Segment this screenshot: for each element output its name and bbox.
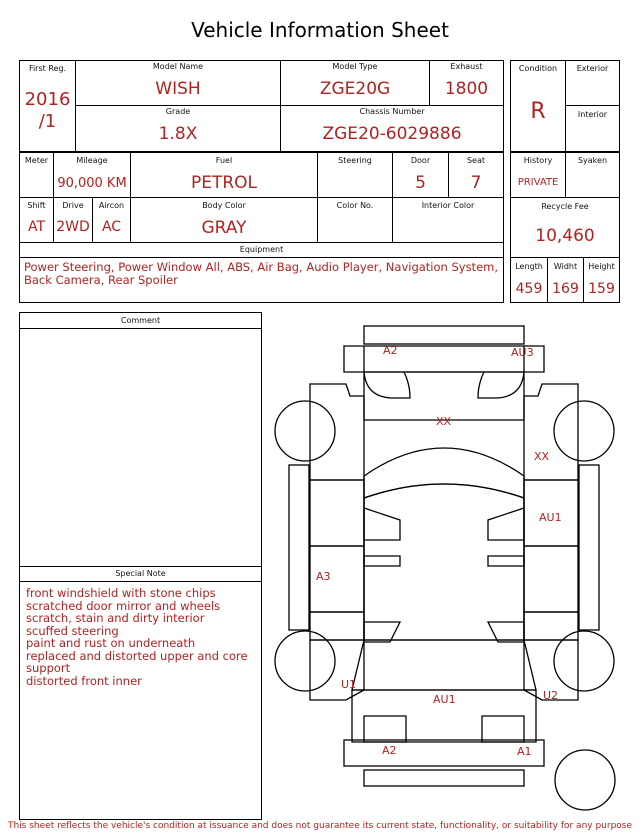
condition-label: Condition — [518, 64, 558, 73]
equipment-header-cell — [19, 242, 504, 258]
rear-bumper-lower — [364, 770, 524, 786]
comment-header — [20, 313, 261, 329]
condition-value: R — [530, 99, 546, 124]
seat-value: 7 — [470, 173, 482, 193]
special-note-line: front windshield with stone chips — [26, 586, 216, 600]
left-front-door — [310, 480, 364, 546]
grade-label: Grade — [165, 107, 191, 116]
exhaust-cell — [429, 60, 504, 106]
door-cell — [392, 152, 449, 198]
car-diagram — [268, 318, 620, 818]
right-side-skirt — [579, 465, 599, 630]
model-type-value: ZGE20G — [319, 79, 391, 99]
front-bumper — [364, 326, 524, 344]
mileage-value: 90,000 KM — [57, 176, 127, 191]
body-color-label: Body Color — [202, 201, 246, 210]
color-no-cell — [317, 197, 393, 243]
meter-cell — [19, 152, 54, 198]
fuel-value: PETROL — [190, 173, 258, 193]
syaken-cell — [565, 152, 620, 198]
shift-value: AT — [27, 219, 46, 235]
height-label: Height — [588, 262, 615, 271]
special-note-line: distorted front inner — [26, 673, 142, 688]
mark-top-right: AU3 — [511, 346, 534, 359]
mark-right-door: AU1 — [539, 511, 562, 524]
mark-bottom-left: A2 — [382, 744, 397, 757]
comment-box — [19, 312, 262, 820]
fuel-label: Fuel — [215, 156, 233, 165]
comment-label: Comment — [120, 316, 161, 325]
model-type-cell — [280, 60, 430, 106]
special-note-line: support — [26, 661, 71, 675]
model-type-label: Model Type — [332, 62, 378, 71]
interior-cell — [565, 105, 620, 152]
grade-cell — [75, 105, 281, 152]
right-front-window — [488, 508, 524, 540]
shift-cell — [19, 197, 54, 243]
mileage-label: Mileage — [76, 156, 108, 165]
chassis-label: Chassis Number — [359, 107, 425, 116]
first-reg-cell — [19, 60, 76, 152]
length-label: Length — [515, 262, 543, 271]
model-name-value: WISH — [155, 79, 201, 99]
first-reg-month: /1 — [38, 111, 57, 132]
equipment-label: Equipment — [239, 245, 284, 254]
sheet-title: Vehicle Information Sheet — [191, 18, 449, 42]
history-cell — [510, 152, 566, 198]
front-left-wheel — [275, 401, 335, 461]
steering-cell — [317, 152, 393, 198]
body-color-cell — [130, 197, 318, 243]
chassis-cell — [280, 105, 504, 152]
recycle-label: Recycle Fee — [541, 202, 589, 211]
mark-left-rear: U1 — [341, 678, 357, 691]
recycle-cell — [510, 197, 620, 258]
history-block — [510, 152, 620, 303]
right-rear-door — [524, 546, 578, 612]
shift-label: Shift — [27, 201, 46, 210]
left-quarter — [310, 612, 364, 640]
mark-left-door: A3 — [316, 570, 331, 583]
mark-right-front: XX — [534, 450, 550, 463]
seat-cell — [448, 152, 504, 198]
first-reg-year: 2016 — [24, 89, 71, 110]
condition-cell — [510, 60, 566, 152]
meter-label: Meter — [24, 156, 49, 165]
width-label: Widht — [553, 262, 578, 271]
mark-right-rear: U2 — [543, 689, 559, 702]
special-note-line: replaced and distorted upper and core — [26, 648, 248, 663]
tailgate-inner — [364, 716, 406, 742]
tailgate-inner — [482, 716, 524, 742]
chassis-value: ZGE20-6029886 — [322, 124, 462, 144]
mileage-cell — [53, 152, 131, 198]
width-value: 169 — [552, 281, 579, 297]
rear-window — [352, 640, 536, 690]
right-quarter-window — [488, 622, 524, 642]
footer-disclaimer: This sheet reflects the vehicle's condition at issuance and does not guarantee its current state, functionality, or suitability for any purpose — [7, 821, 633, 831]
exhaust-value: 1800 — [444, 79, 489, 99]
rear-bumper — [344, 740, 544, 766]
width-cell — [547, 257, 584, 303]
right-rear-window — [488, 556, 524, 566]
height-value: 159 — [588, 281, 615, 297]
special-note-line: scratched door mirror and wheels — [26, 598, 221, 613]
model-name-label: Model Name — [152, 62, 204, 71]
length-value: 459 — [515, 281, 543, 297]
special-note-header — [20, 566, 261, 582]
drive-label: Drive — [62, 201, 84, 210]
aircon-label: Aircon — [98, 201, 125, 210]
aircon-value: AC — [101, 219, 122, 235]
right-front-fender — [524, 384, 578, 480]
left-rear-window — [364, 556, 400, 566]
hood — [364, 372, 524, 420]
drive-cell — [53, 197, 93, 243]
headlight-right — [478, 372, 524, 398]
left-quarter-window — [364, 622, 400, 642]
drive-value: 2WD — [56, 219, 90, 235]
steering-label: Steering — [338, 156, 372, 165]
body-color-value: GRAY — [201, 218, 247, 238]
special-note-body — [26, 587, 258, 687]
headlight-left — [364, 372, 410, 398]
left-front-window — [364, 508, 400, 540]
spare-tire — [555, 750, 615, 810]
mark-roof: XX — [436, 415, 452, 428]
left-front-fender — [310, 384, 364, 480]
info-grid — [19, 60, 504, 303]
special-note-line: scratch, stain and dirty interior — [26, 611, 205, 625]
interior-label: Interior — [577, 110, 608, 119]
condition-block — [510, 60, 620, 152]
door-label: Door — [410, 156, 431, 165]
syaken-label: Syaken — [577, 156, 608, 165]
special-note-line: scuffed steering — [26, 623, 119, 638]
equipment-cell — [19, 257, 504, 303]
special-note-label: Special Note — [115, 569, 166, 578]
front-right-wheel — [554, 401, 614, 461]
equipment-value: Power Steering, Power Window All, ABS, Air Bag, Audio Player, Navigation System, Back Camera, Rear Spoiler — [24, 260, 499, 287]
interior-color-label: Interior Color — [421, 201, 475, 210]
exhaust-label: Exhaust — [450, 62, 483, 71]
color-no-label: Color No. — [336, 201, 374, 210]
interior-color-cell — [392, 197, 504, 243]
left-side-skirt — [289, 465, 309, 630]
door-value: 5 — [415, 173, 426, 193]
mark-top-left: A2 — [383, 344, 398, 357]
first-reg-label: First Reg. — [28, 64, 67, 73]
history-label: History — [523, 156, 553, 165]
length-cell — [510, 257, 548, 303]
mark-bottom-right: A1 — [517, 745, 532, 758]
exterior-label: Exterior — [576, 64, 609, 73]
aircon-cell — [92, 197, 131, 243]
grade-value: 1.8X — [158, 124, 198, 144]
exterior-cell — [565, 60, 620, 106]
right-quarter — [524, 612, 578, 640]
roof — [364, 484, 524, 640]
recycle-value: 10,460 — [535, 226, 595, 246]
fuel-cell — [130, 152, 318, 198]
model-name-cell — [75, 60, 281, 106]
special-note-line: paint and rust on underneath — [26, 636, 196, 650]
left-rear-fender — [310, 640, 364, 700]
height-cell — [583, 257, 620, 303]
mark-rear-center: AU1 — [433, 693, 456, 706]
seat-label: Seat — [466, 156, 486, 165]
history-value: PRIVATE — [517, 177, 559, 188]
